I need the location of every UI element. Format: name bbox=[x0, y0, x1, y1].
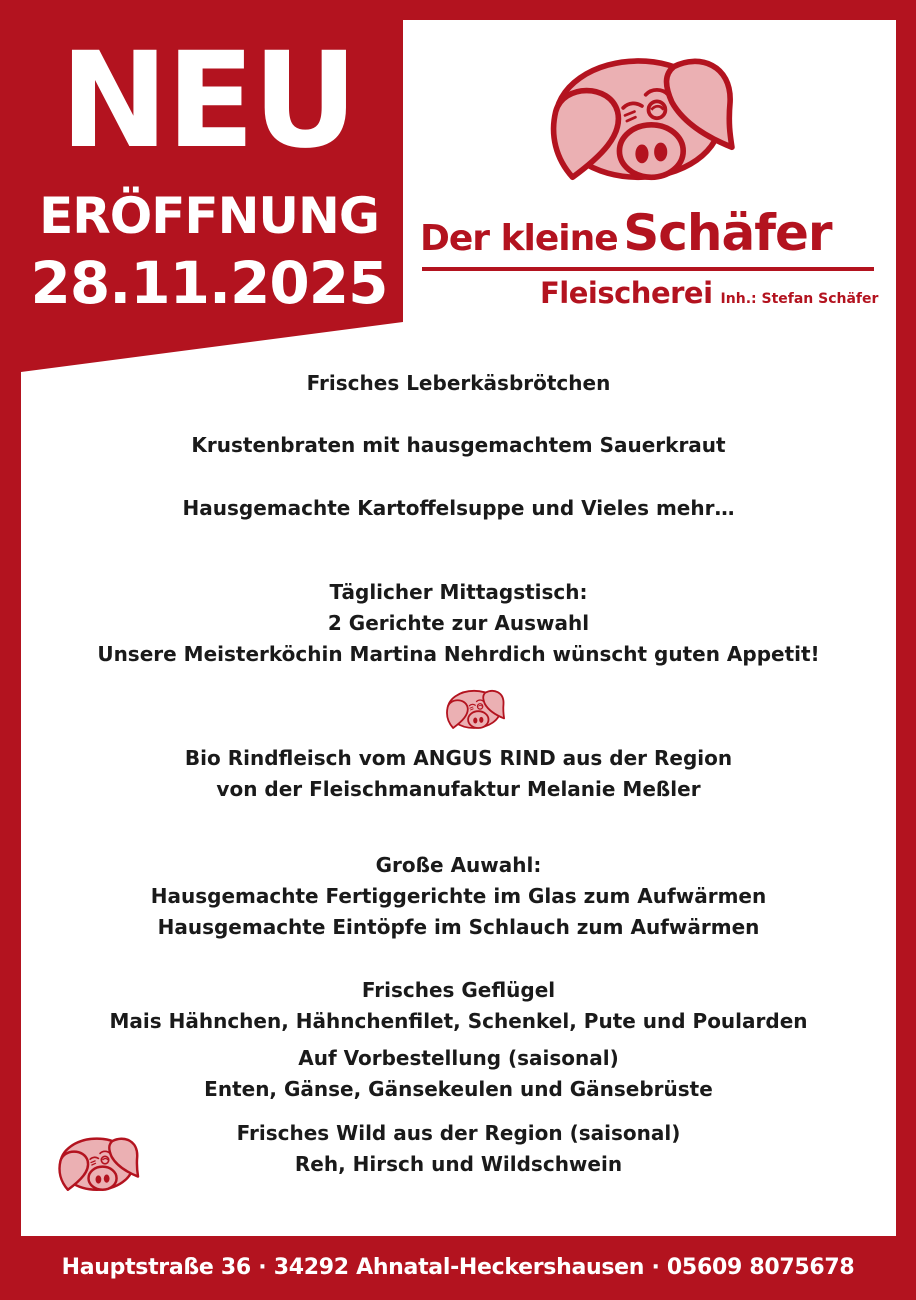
opening-date: 28.11.2025 bbox=[30, 249, 388, 317]
offer-block-game bbox=[21, 1118, 896, 1180]
offer-line: Reh, Hirsch und Wildschwein bbox=[294, 1152, 623, 1176]
owner-line: Inh.: Stefan Schäfer bbox=[720, 291, 879, 307]
offer-line: Enten, Gänse, Gänsekeulen und Gänsebrüste bbox=[204, 1077, 713, 1101]
pig-head-winking-icon bbox=[541, 46, 741, 196]
offer-line: Unsere Meisterköchin Martina Nehrdich wünscht guten Appetit! bbox=[97, 642, 820, 666]
offer-block-preorder bbox=[21, 1043, 896, 1105]
brand-divider bbox=[422, 267, 874, 271]
brand-subtitle bbox=[540, 276, 878, 310]
offer-block-beef bbox=[21, 743, 896, 805]
offer-block bbox=[21, 430, 896, 461]
offer-line: Hausgemachte Eintöpfe im Schlauch zum Aufwärmen bbox=[157, 915, 760, 939]
footer-address: Hauptstraße 36 · 34292 Ahnatal-Heckershausen · 05609 8075678 bbox=[61, 1255, 855, 1280]
offer-heading: Große Auwahl: bbox=[375, 853, 542, 877]
offer-block-poultry bbox=[21, 975, 896, 1037]
brand-name-main: Schäfer bbox=[623, 204, 832, 262]
offer-line: Mais Hähnchen, Hähnchenfilet, Schenkel, Pute und Poularden bbox=[109, 1009, 808, 1033]
offer-heading: Auf Vorbestellung (saisonal) bbox=[298, 1046, 619, 1070]
offer-line: Krustenbraten mit hausgemachtem Sauerkraut bbox=[191, 433, 726, 457]
pig-head-winking-icon bbox=[54, 1132, 142, 1198]
offer-line: Frisches Leberkäsbrötchen bbox=[306, 371, 611, 395]
brand-name bbox=[420, 204, 880, 262]
offer-heading: Frisches Geflügel bbox=[361, 978, 556, 1002]
offer-block-ready-meals bbox=[21, 850, 896, 943]
offer-heading: Frisches Wild aus der Region (saisonal) bbox=[236, 1121, 681, 1145]
offer-line: Hausgemachte Fertiggerichte im Glas zum Aufwärmen bbox=[150, 884, 767, 908]
offer-line: 2 Gerichte zur Auswahl bbox=[327, 611, 590, 635]
offer-line: Bio Rindfleisch vom ANGUS RIND aus der Region bbox=[184, 746, 733, 770]
offer-block bbox=[21, 368, 896, 399]
banner-headline: NEU bbox=[60, 24, 356, 178]
brand-name-prefix: Der kleine bbox=[420, 218, 618, 259]
offer-block bbox=[21, 493, 896, 524]
offer-line: von der Fleischmanufaktur Melanie Meßler bbox=[216, 777, 701, 801]
pig-head-winking-icon bbox=[444, 686, 506, 734]
business-type: Fleischerei bbox=[540, 276, 713, 310]
offer-block-lunch bbox=[21, 577, 896, 670]
offer-line: Hausgemachte Kartoffelsuppe und Vieles mehr… bbox=[182, 496, 735, 520]
offer-heading: Täglicher Mittagstisch: bbox=[329, 580, 588, 604]
banner-subheadline: ERÖFFNUNG bbox=[39, 187, 379, 245]
